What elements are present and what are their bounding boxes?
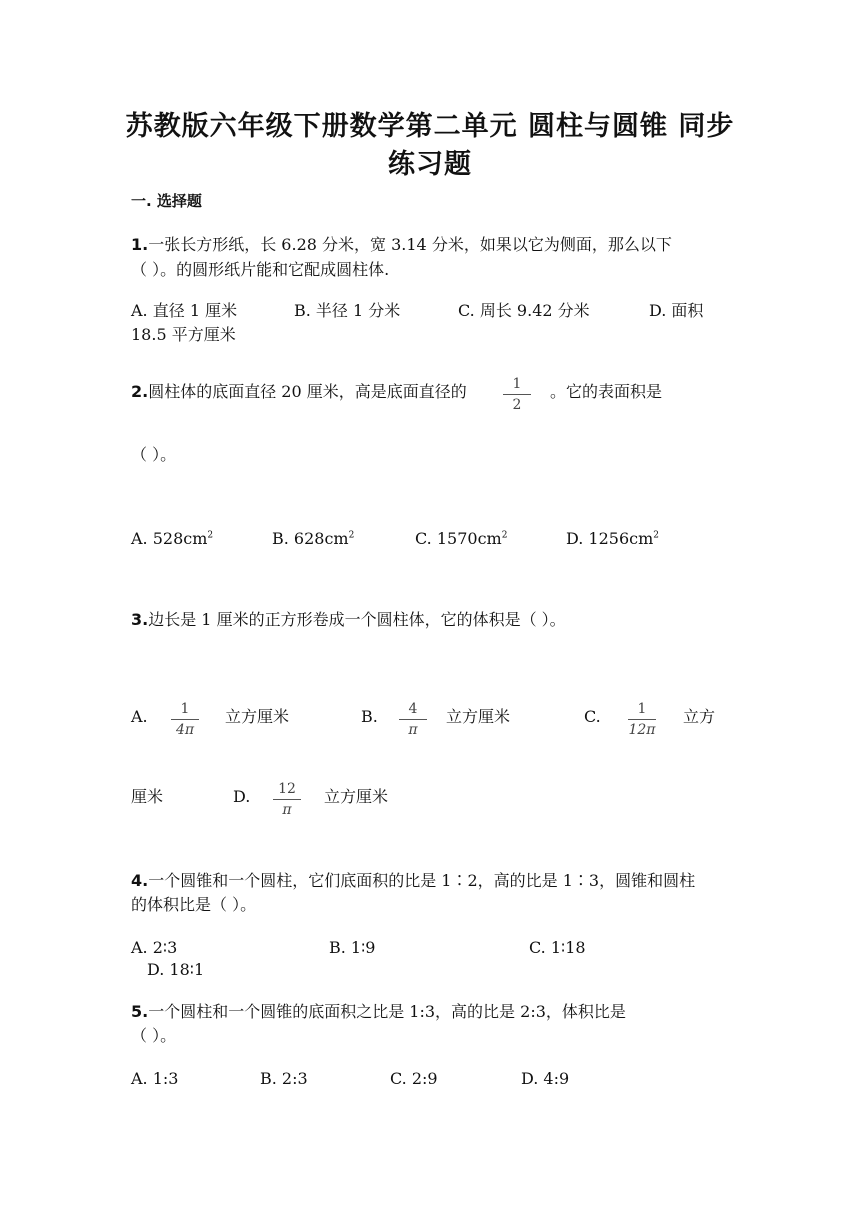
q1-option-c[interactable]: C. 周长 9.42 分米	[458, 301, 590, 320]
question-5-text-line1: 一个圆柱和一个圆锥的底面积之比是 1:3，高的比是 2:3，体积比是	[148, 1002, 626, 1021]
question-1-text-line2: （ ）。的圆形纸片能和它配成圆柱体.	[131, 260, 390, 279]
section-heading: 一. 选择题	[131, 192, 202, 210]
question-2-text-after: 。它的表面积是	[550, 382, 663, 401]
q2-option-c[interactable]: C. $1570cm^2$	[415, 529, 508, 548]
fraction-one-half: 1 2	[499, 377, 535, 412]
question-2-blank: （ ）。	[131, 445, 177, 464]
q2-option-d[interactable]: D. $1256cm^2$	[566, 529, 660, 548]
q1-option-b[interactable]: B. 半径 1 分米	[294, 301, 401, 320]
question-2	[131, 384, 467, 400]
q3-option-c-fraction: 1 12π	[628, 701, 656, 738]
q4-option-b[interactable]: B. 1∶9	[329, 938, 376, 957]
q5-option-b[interactable]: B. 2:3	[260, 1069, 308, 1088]
q3-option-a-label[interactable]: A.	[131, 707, 148, 726]
question-3-text: 边长是 1 厘米的正方形卷成一个圆柱体，它的体积是（ ）。	[148, 610, 566, 629]
question-1-text-line1: 一张长方形纸，长 6.28 分米，宽 3.14 分米，如果以它为侧面，那么以下	[148, 235, 672, 254]
question-4	[131, 873, 695, 889]
q3-option-b-label[interactable]: B.	[361, 707, 378, 726]
page-title-line2: 练习题	[388, 149, 472, 180]
question-5	[131, 1004, 626, 1020]
q5-option-a[interactable]: A. 1:3	[131, 1069, 179, 1088]
q4-option-c[interactable]: C. 1∶18	[529, 938, 586, 957]
q2-option-b[interactable]: B. $628cm^2$	[272, 529, 355, 548]
q3-option-b-fraction: 4 π	[395, 702, 431, 737]
q3-option-c-label[interactable]: C.	[584, 707, 601, 726]
q1-option-a[interactable]: A. 直径 1 厘米	[131, 301, 238, 320]
question-5-text-line2: （ ）。	[131, 1026, 177, 1045]
q3-option-d-fraction: 12 π	[269, 782, 305, 817]
question-3	[131, 612, 566, 628]
q1-option-d[interactable]: D. 面积	[649, 301, 704, 320]
question-1-number: 1.	[131, 235, 149, 254]
q4-option-d[interactable]: D. 18∶1	[147, 960, 205, 979]
question-5-number: 5.	[131, 1002, 149, 1021]
question-4-number: 4.	[131, 871, 149, 890]
q2-option-a[interactable]: A. $528cm^2$	[131, 529, 214, 548]
question-2-text: 圆柱体的底面直径 20 厘米，高是底面直径的	[148, 382, 467, 401]
question-1	[131, 237, 672, 253]
q5-option-c[interactable]: C. 2:9	[390, 1069, 438, 1088]
q3-option-c-unit: 立方	[683, 707, 716, 726]
q3-option-b-unit: 立方厘米	[446, 707, 511, 726]
q3-option-d-unit: 立方厘米	[324, 787, 389, 806]
q3-option-a-unit: 立方厘米	[225, 707, 290, 726]
q3-option-c-unit-continued: 厘米	[131, 787, 164, 806]
page-title-line1: 苏教版六年级下册数学第二单元 圆柱与圆锥 同步	[125, 111, 735, 142]
q4-option-a[interactable]: A. 2∶3	[131, 938, 178, 957]
question-4-text-line2: 的体积比是（ ）。	[131, 895, 257, 914]
question-2-number: 2.	[131, 382, 149, 401]
q5-option-d[interactable]: D. 4:9	[521, 1069, 570, 1088]
q1-option-d-continued: 18.5 平方厘米	[131, 325, 236, 344]
q3-option-a-fraction: 1 4π	[167, 702, 203, 737]
question-3-number: 3.	[131, 610, 149, 629]
q3-option-d-label[interactable]: D.	[233, 787, 251, 806]
question-4-text-line1: 一个圆锥和一个圆柱，它们底面积的比是 1∶2，高的比是 1∶3，圆锥和圆柱	[148, 871, 696, 890]
